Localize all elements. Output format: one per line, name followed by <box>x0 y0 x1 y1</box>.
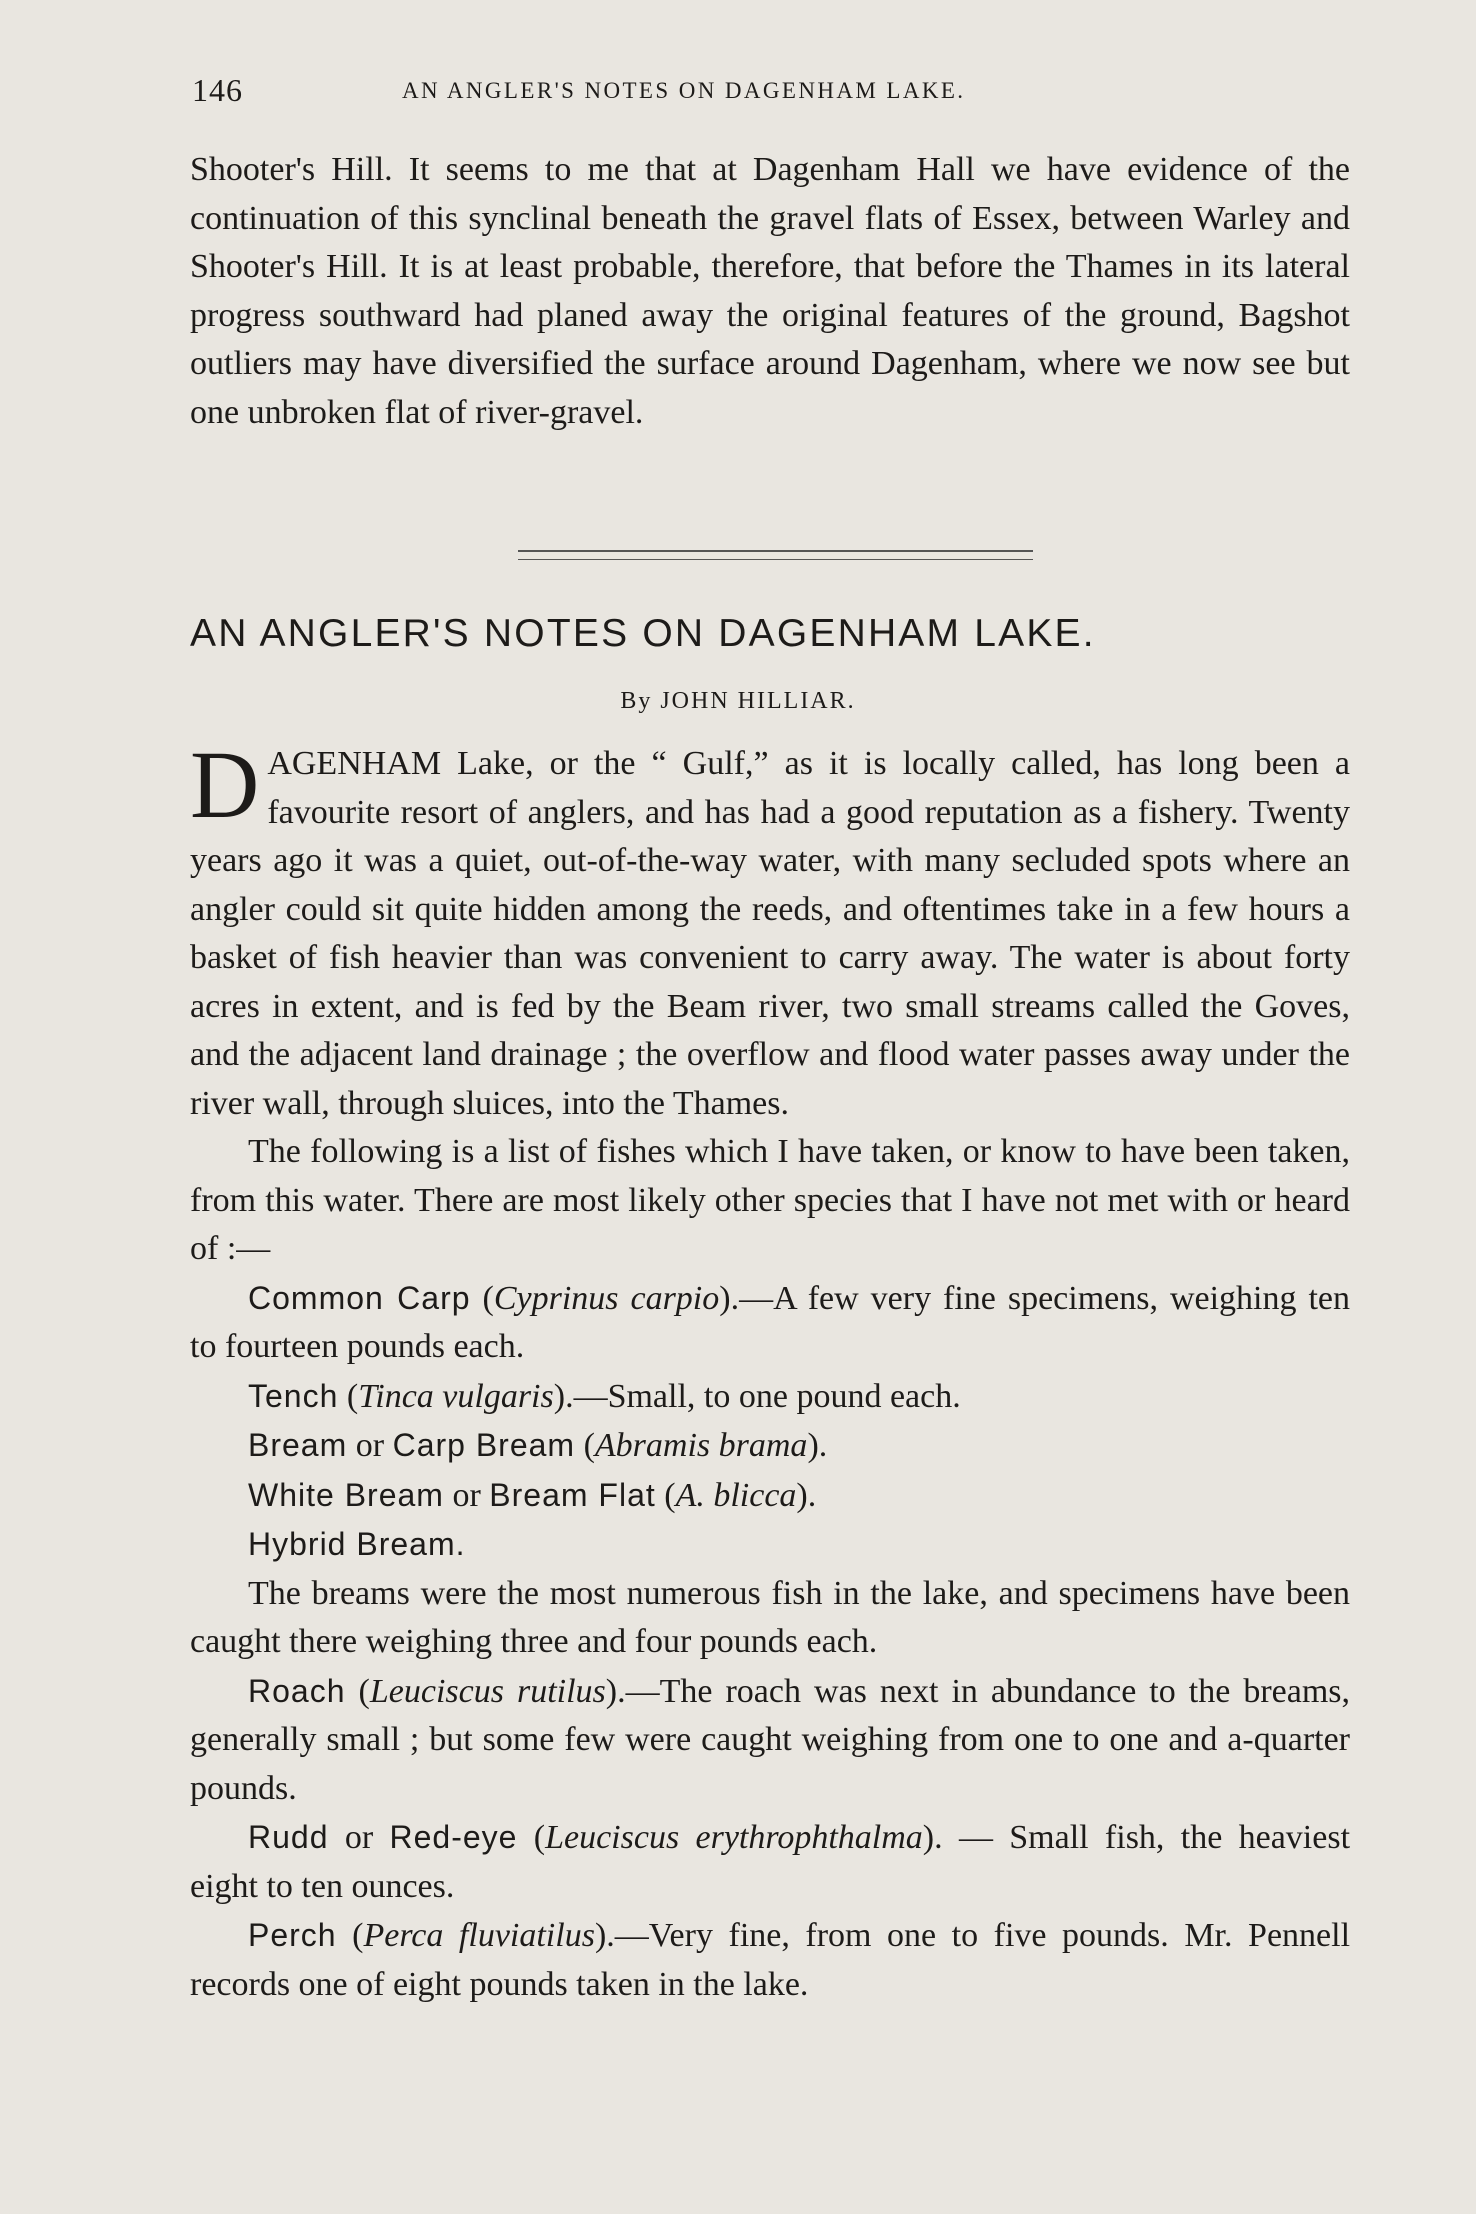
intro-paragraph: Shooter's Hill. It seems to me that at Dagenham Hall we have evidence of the continuation of this synclinal beneath the gravel flats of Essex, between Warley and Shooter's Hill. It is at least probable, therefore, that before the Thames in its lateral progress southward had planed away the original features of the ground, Bagshot outliers may have diversified the surface around Dagenham, where we now see but one unbroken flat of river-gravel. <box>190 151 1350 431</box>
section-divider <box>518 550 1033 560</box>
drop-cap: D <box>190 731 260 838</box>
fish-name: Common Carp <box>248 1279 471 1316</box>
fish-description: —A few very fine specimens, weighing ten to fourteen pounds each. <box>190 1279 1350 1365</box>
paren-close: ). <box>922 1819 943 1856</box>
paren-open: ( <box>346 1377 359 1415</box>
scientific-name: A. blicca <box>675 1476 797 1514</box>
page-number: 146 <box>192 72 243 108</box>
fish-name: Tench <box>248 1377 339 1414</box>
article-body <box>190 731 1351 2009</box>
scientific-name: Leuciscus erythrophthalma <box>545 1819 923 1856</box>
paragraph-1-text: AGENHAM Lake, or the “ Gulf,” as it is locally called, has long been a favourite resort of anglers, and has had a good reputation as a fishery. Twenty years ago it was a quiet, out-of-the-way water, with many secluded spots where an angler could sit quite hidden among the reeds, and oftentimes take in a few hours a basket of fish heavier than was convenient to carry away. The water is about forty acres in extent, and is fed by the Beam river, two small streams called the Goves, and the adjacent land drainage ; the overflow and flood water passes away under the river wall, through sluices, into the Thames. <box>190 745 1350 1122</box>
paren-open: ( <box>533 1819 546 1856</box>
article-title: AN ANGLER'S NOTES ON DAGENHAM LAKE. <box>190 612 1096 655</box>
paragraph-1 <box>190 731 1350 1128</box>
paragraph-2: The following is a list of fishes which I have taken, or know to have been taken, from this water. There are most likely other species that I have not met with or heard of :— <box>190 1133 1350 1267</box>
fish-name: Rudd <box>248 1819 329 1855</box>
fish-entry-bream <box>190 1421 1350 1471</box>
fish-name: Hybrid Bream. <box>248 1526 466 1562</box>
fish-name: White Bream <box>248 1476 444 1513</box>
running-head <box>192 72 1350 120</box>
fish-description: —Small, to one pound each. <box>573 1377 961 1415</box>
fish-name-alt: Red-eye <box>389 1819 518 1855</box>
paren-open: ( <box>583 1427 595 1464</box>
fish-entry-common-carp <box>190 1274 1350 1372</box>
paren-close: ). <box>553 1377 574 1415</box>
fish-entry-hybrid-bream <box>190 1520 1350 1570</box>
intro-paragraph-block <box>190 146 1350 437</box>
fish-name: Perch <box>248 1917 337 1953</box>
fish-entry-roach <box>190 1667 1350 1814</box>
fish-name-alt: Carp Bream <box>392 1427 576 1463</box>
paren-close: ). <box>594 1917 615 1954</box>
paren-close: ). <box>796 1476 817 1514</box>
paren-open: ( <box>664 1476 676 1514</box>
running-title: AN ANGLER'S NOTES ON DAGENHAM LAKE. <box>402 78 966 103</box>
scientific-name: Perca fluviatilus <box>363 1917 595 1954</box>
fish-name: Roach <box>248 1672 346 1709</box>
or-word: or <box>355 1427 385 1464</box>
or-word: or <box>344 1819 374 1856</box>
scientific-name: Leuciscus rutilus <box>369 1672 606 1710</box>
fish-entry-tench <box>190 1372 1350 1422</box>
fish-entry-white-bream <box>190 1471 1350 1521</box>
paren-open: ( <box>358 1672 370 1710</box>
breams-note: The breams were the most numerous fish in the lake, and specimens have been caught there weighing three and four pounds each. <box>190 1574 1350 1660</box>
fish-description: — Small fish, the heaviest eight to ten ounces. <box>190 1819 1351 1905</box>
byline: By JOHN HILLIAR. <box>620 688 856 714</box>
scientific-name: Tinca vulgaris <box>358 1377 554 1415</box>
scientific-name: Abramis brama <box>594 1427 808 1464</box>
fish-description: —Very fine, from one to five pounds. Mr. Pennell records one of eight pounds taken in the lake. <box>190 1917 1351 2003</box>
paren-close: ). <box>807 1427 828 1464</box>
fish-entry-perch <box>190 1911 1350 2009</box>
fish-name-alt: Bream Flat <box>489 1476 656 1513</box>
or-word: or <box>452 1476 481 1514</box>
paren-close: ). <box>719 1279 740 1317</box>
scientific-name: Cyprinus carpio <box>493 1279 720 1317</box>
paren-close: ). <box>605 1672 626 1710</box>
fish-description: —The roach was next in abundance to the breams, generally small ; but some few were caught weighing from one to one and a-quarter pounds. <box>190 1672 1350 1807</box>
fish-entry-rudd <box>190 1813 1350 1911</box>
paren-open: ( <box>482 1279 494 1317</box>
fish-name: Bream <box>248 1427 348 1463</box>
paren-open: ( <box>352 1917 364 1954</box>
